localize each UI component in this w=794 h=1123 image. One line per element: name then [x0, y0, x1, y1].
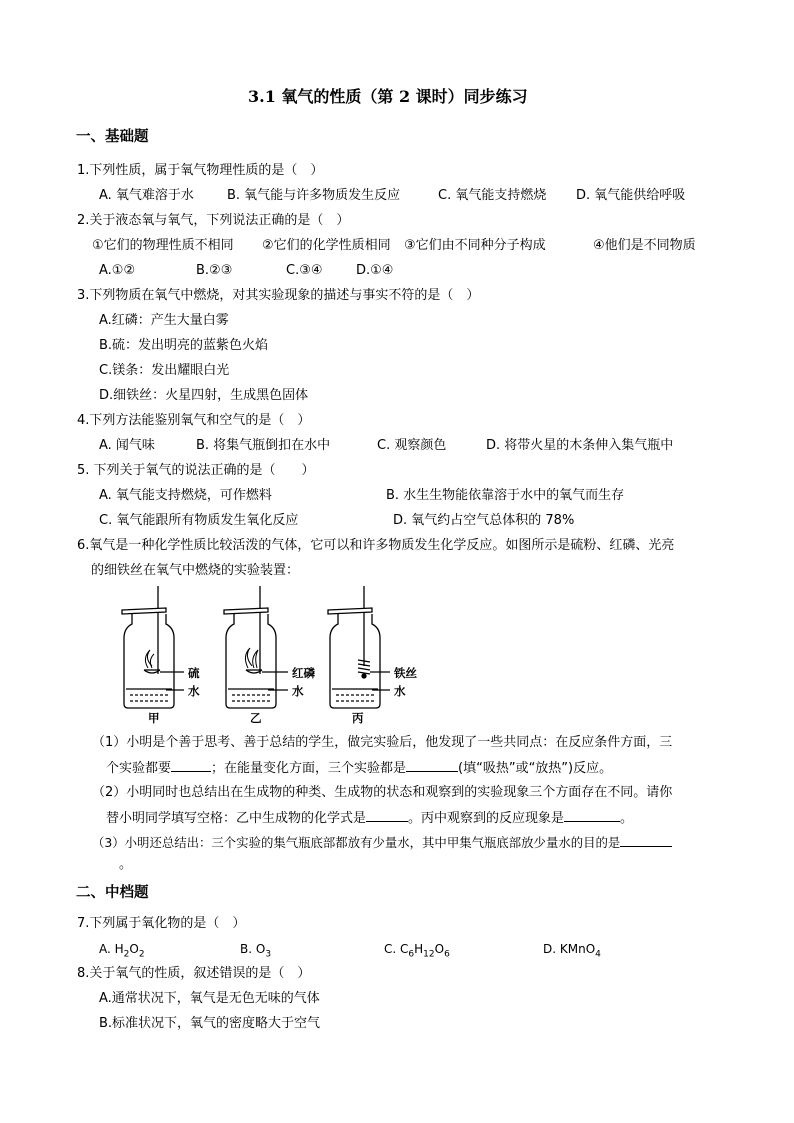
- question-5-option-a: A. 氧气能支持燃烧，可作燃料: [99, 488, 272, 503]
- question-4-stem: 4.下列方法能鉴别氧气和空气的是（ ）: [77, 413, 311, 428]
- question-6-part-2-text-c: 。: [620, 811, 634, 826]
- question-7-option-a: A. $H_2O_2$: [99, 942, 145, 960]
- jar-3-water-label: 水: [394, 684, 406, 698]
- question-5-stem: 5. 下列关于氧气的说法正确的是（ ）: [77, 463, 315, 478]
- question-6-part-3-line-2: 。: [119, 857, 133, 872]
- question-6-part-2-line-1: （2）小明同时也总结出在生成物的种类、生成物的状态和观察到的实验现象三个方面存在不同。请你: [92, 785, 673, 800]
- question-7-option-b: B. $O_3$: [240, 942, 272, 960]
- jar-iron-wire: [328, 586, 390, 708]
- question-2-stem: 2.关于液态氧与氧气，下列说法正确的是（ ）: [77, 213, 350, 228]
- question-5-option-d: D. 氧气约占空气总体积的 78%: [393, 513, 575, 528]
- question-5-option-b: B. 水生生物能依靠溶于水中的氧气而生存: [386, 488, 625, 503]
- question-3-option-a: A.红磷：产生大量白雾: [99, 313, 229, 328]
- question-6-part-1-line-1: （1）小明是个善于思考、善于总结的学生，做完实验后，他发现了一些共同点：在反应条件方面，三: [92, 735, 673, 750]
- question-8-stem: 8.关于氧气的性质，叙述错误的是（ ）: [77, 966, 311, 981]
- question-1-option-b: B. 氧气能与许多物质发生反应: [227, 188, 401, 203]
- jar-2-caption: 乙: [250, 711, 262, 724]
- jar-sulfur: [122, 586, 184, 708]
- question-2-statement-3: ③它们由不同种分子构成: [404, 238, 546, 253]
- section-heading-basic: 一、基础题: [76, 128, 149, 145]
- question-7-option-d: D. KMnO$_4$: [543, 942, 601, 960]
- question-6-part-2-line-2: [106, 809, 633, 828]
- question-6-part-1-line-2: [106, 759, 612, 778]
- question-6-part-1-text-b: ；在能量变化方面，三个实验都是: [211, 761, 407, 776]
- question-6-part-1-text-c: (填“吸热”或“放热”)反应。: [458, 761, 613, 776]
- question-7-option-c: C. $C_6H_{12}O_6$: [384, 942, 450, 960]
- jar-2-substance-label: 红磷: [292, 666, 315, 680]
- question-2-statement-2: ②它们的化学性质相同: [262, 238, 391, 253]
- question-2-option-d: D.①④: [356, 263, 394, 278]
- jar-1-substance-label: 硫: [188, 666, 200, 680]
- question-4-option-b: B. 将集气瓶倒扣在水中: [196, 438, 331, 453]
- question-4-option-d: D. 将带火星的木条伸入集气瓶中: [486, 438, 674, 453]
- jar-3-caption: 丙: [352, 711, 364, 724]
- question-3-stem: 3.下列物质在氧气中燃烧，对其实验现象的描述与事实不符的是（ ）: [77, 288, 480, 303]
- question-6-part-3-line-1: [92, 834, 672, 852]
- question-8-option-b: B.标准状况下，氧气的密度略大于空气: [99, 1016, 321, 1031]
- question-7-stem: 7.下列属于氧化物的是（ ）: [77, 916, 246, 931]
- question-1-option-d: D. 氧气能供给呼吸: [576, 188, 686, 203]
- question-3-option-c: C.镁条：发出耀眼白光: [99, 363, 230, 378]
- question-8-option-a: A.通常状况下，氧气是无色无味的气体: [99, 991, 320, 1006]
- question-1-option-c: C. 氧气能支持燃烧: [438, 188, 547, 203]
- question-1-option-a: A. 氧气难溶于水: [99, 188, 194, 203]
- jar-2-water-label: 水: [292, 684, 304, 698]
- section-heading-intermediate: 二、中档题: [76, 884, 149, 901]
- answer-blank-formula[interactable]: [366, 809, 408, 822]
- question-6-stem-line-1: 6.氧气是一种化学性质比较活泼的气体，它可以和许多物质发生化学反应。如图所示是硫粉、红磷、光亮: [77, 538, 675, 553]
- answer-blank-energy[interactable]: [406, 759, 458, 772]
- combustion-apparatus-figure: [100, 584, 440, 724]
- question-6-part-3-text: （3）小明还总结出：三个实验的集气瓶底部都放有少量水，其中甲集气瓶底部放少量水的目的是: [92, 835, 621, 850]
- question-2-statement-4: ④他们是不同物质: [593, 238, 696, 253]
- question-2-option-c: C.③④: [286, 263, 323, 278]
- question-6-part-2-text-b: 。丙中观察到的反应现象是: [408, 811, 565, 826]
- question-4-option-a: A. 闻气味: [99, 438, 155, 453]
- question-6-stem-line-2: 的细铁丝在氧气中燃烧的实验装置：: [91, 563, 300, 578]
- question-5-option-c: C. 氧气能跟所有物质发生氧化反应: [99, 513, 299, 528]
- question-1-stem: 1.下列性质，属于氧气物理性质的是（ ）: [77, 163, 324, 178]
- question-2-option-b: B.②③: [196, 263, 233, 278]
- question-6-part-2-text-a: 替小明同学填写空格：乙中生成物的化学式是: [106, 811, 367, 826]
- page-title: 3.1 氧气的性质（第 2 课时）同步练习: [248, 87, 528, 106]
- answer-blank-phenomenon[interactable]: [564, 809, 620, 822]
- jar-1-water-label: 水: [188, 684, 200, 698]
- question-2-statement-1: ①它们的物理性质不相同: [92, 238, 234, 253]
- jar-1-caption: 甲: [148, 711, 160, 724]
- jar-3-substance-label: 铁丝: [394, 666, 417, 680]
- question-4-option-c: C. 观察颜色: [377, 438, 447, 453]
- answer-blank-condition[interactable]: [171, 759, 211, 772]
- question-2-option-a: A.①②: [99, 263, 136, 278]
- question-3-option-b: B.硫：发出明亮的蓝紫色火焰: [99, 338, 269, 353]
- question-3-option-d: D.细铁丝：火星四射，生成黑色固体: [99, 388, 309, 403]
- answer-blank-purpose[interactable]: [620, 834, 672, 847]
- jar-red-phosphorus: [224, 586, 288, 708]
- question-6-part-1-text-a: 个实验都要: [106, 761, 172, 776]
